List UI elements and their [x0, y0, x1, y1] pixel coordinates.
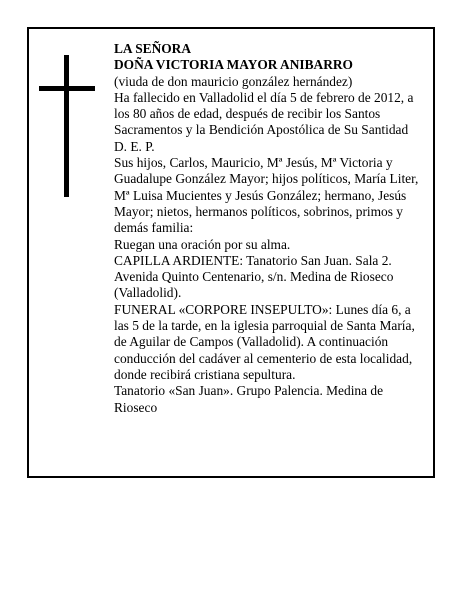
- cross-vertical-bar: [64, 55, 69, 197]
- deceased-name: DOÑA VICTORIA MAYOR ANIBARRO: [114, 57, 353, 73]
- funeral-info: FUNERAL «CORPORE INSEPULTO»: Lunes día 6, a las 5 de la tarde, en la iglesia parroquial de Santa María, de Aguilar de Campos (Valladolid). A continuación conducción del cadáver al cementerio de esta localidad, donde recibirá cristiana sepultura.: [114, 301, 415, 382]
- chapel-info: CAPILLA ARDIENTE: Tanatorio San Juan. Sala 2. Avenida Quinto Centenario, s/n. Medina de Rioseco (Valladolid).: [114, 252, 394, 301]
- prayer-request: Ruegan una oración por su alma.: [114, 236, 291, 252]
- notice-text: [114, 41, 426, 416]
- latin-cross-icon: [39, 55, 95, 197]
- obituary-notice: [27, 27, 435, 478]
- cross-horizontal-bar: [39, 86, 95, 91]
- death-announcement: Ha fallecido en Valladolid el día 5 de febrero de 2012, a los 80 años de edad, después de recibir los Santos Sacramentos y la Bendición Apostólica de Su Santidad: [114, 89, 414, 138]
- family-list: Sus hijos, Carlos, Mauricio, Mª Jesús, Mª Victoria y Guadalupe González Mayor; hijos políticos, María Liter, Mª Luisa Mucientes y Jesús González; hermano, Jesús Mayor; nietos, hermanos políticos, sobrinos, primos y demás familia:: [114, 155, 419, 236]
- widow-line: (viuda de don mauricio gonzález hernández): [114, 73, 353, 89]
- notice-heading: LA SEÑORA: [114, 41, 192, 56]
- funeral-home-info: Tanatorio «San Juan». Grupo Palencia. Medina de Rioseco: [114, 383, 384, 415]
- rip-line: D. E. P.: [114, 138, 155, 154]
